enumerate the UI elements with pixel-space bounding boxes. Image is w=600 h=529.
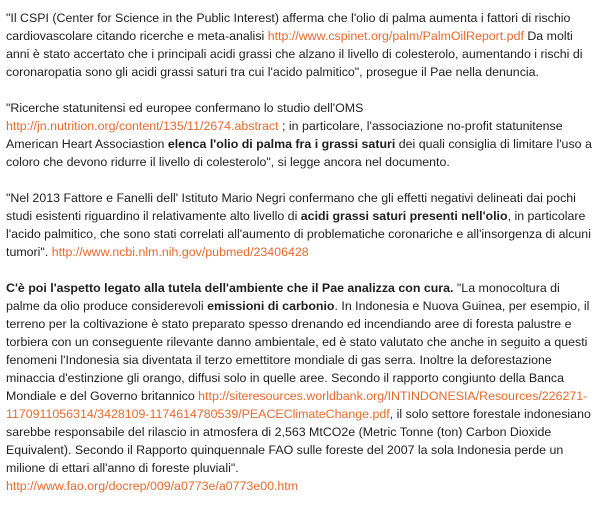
bold-text: C'è poi l'aspetto legato alla tutela dell'ambiente che il Pae analizza con cura. <box>6 281 454 295</box>
text: "Ricerche statunitensi ed europee confermano lo studio dell'OMS <box>6 101 364 115</box>
link-ncbi-pubmed[interactable]: http://www.ncbi.nlm.nih.gov/pubmed/23406428 <box>51 245 309 259</box>
text: . In Indonesia e Nuova Guinea, per esempio, il terreno per la coltivazione è stato preparato spesso drenando ed incendiando aree di foresta palustre e torbiera con un conseguente rilevante danno ambientale, ed è stato valutato che anche in seguito a questi fenomeni l'Indonesia sia diventata il terzo emettitore mondiale di gas serra. Inoltre la deforestazione minaccia d'estinzione gli orango, diffusi solo in quelle aree. Secondo il rapporto congiunto della Banca Mondiale e del Governo britannico <box>6 299 590 403</box>
link-cspinet-report[interactable]: http://www.cspinet.org/palm/PalmOilReport.pdf <box>267 29 524 43</box>
text: "Il CSPI (Center for Science in the Public Interest) afferma che l'olio di palma aumenta i fattori di rischio cardiovascolare citando ricerche e meta-analisi <box>6 11 571 43</box>
text: "Nel 2013 Fattore e Fanelli dell' Istituto Mario Negri confermano che gli effetti negativi delineati dai pochi studi esistenti riguardino il relativamente alto livello di <box>6 191 576 223</box>
paragraph-cspi <box>6 9 594 81</box>
link-jn-nutrition[interactable]: http://jn.nutrition.org/content/135/11/2674.abstract <box>6 119 279 133</box>
text: , il solo settore forestale indonesiano sarebbe responsabile del rilascio in atmosfera di 2,563 MtCO2e (Metric Tonne (ton) Carbon Dioxide Equivalent). Secondo il Rapporto quinquennale FAO sulle foreste del 2007 la sola Indonesia perde un milione di ettari all'anno di foreste pluviali". <box>6 407 591 475</box>
bold-text: acidi grassi saturi presenti nell'olio <box>300 209 508 223</box>
text: , in particolare l'acido palmitico, che sono stati correlati all'aumento di problematiche coronariche e all'insorgenza di alcuni tumori". <box>6 209 591 259</box>
text: "La monocoltura di palme da olio produce considerevoli <box>6 281 560 313</box>
paragraph-ambiente <box>6 279 594 495</box>
text: Da molti anni è stato accertato che i principali acidi grassi che alzano il livello di colesterolo, aumentando i rischi di coronaropatia sono gli acidi grassi saturi tra cui l'acido palmitico", prosegue il Pae nella denuncia. <box>6 29 583 79</box>
link-fao-report[interactable]: http://www.fao.org/docrep/009/a0773e/a0773e00.htm <box>6 479 299 493</box>
text: dei quali consiglia di limitare l'uso a coloro che devono ridurre il livello di colesterolo", si legge ancora nel documento. <box>6 137 592 169</box>
text: ; in particolare, l'associazione no-profit statunitense American Heart Associastion <box>6 119 563 151</box>
paragraph-oms <box>6 99 594 171</box>
link-worldbank-report[interactable]: http://siteresources.worldbank.org/INTINDONESIA/Resources/226271-1170911056314/3428109-1174614780539/PEACEClimateChange.pdf <box>6 389 588 421</box>
paragraph-mario-negri <box>6 189 594 261</box>
bold-text: elenca l'olio di palma fra i grassi saturi <box>167 137 396 151</box>
bold-text: emissioni di carbonio <box>207 299 335 313</box>
